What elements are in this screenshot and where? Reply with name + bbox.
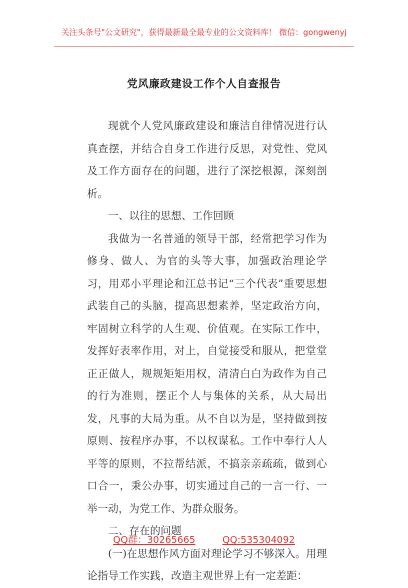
section-heading-problems: 二、存在的问题: [108, 525, 182, 537]
footer-contacts: [0, 532, 408, 546]
footer-qq-number: QQ:535304092: [222, 535, 295, 546]
paragraph-problem-1: (一)在思想作风方面对理论学习不够深入。用理论指导工作实践，改造主观世界上有一定差距：: [87, 547, 327, 582]
document-title: 党风廉政建设工作个人自查报告: [127, 78, 281, 90]
header-divider: [54, 46, 354, 47]
paragraph-intro: 现就个人党风廉政建设和廉洁自律情况进行认真查摆，并结合自身工作进行反思，对党性、党风及工作方面存在的问题，进行了深挖根源，深刻剖析。: [87, 120, 327, 200]
paragraph-review: 我做为一名普通的领导干部，经常把学习作为修身、做人、为官的头等大事，加强政治理论学习，用邓小平理论和江总书记“三个代表”重要思想武装自己的头脑，提高思想素养，坚定政治方向，牢固树立科学的人生观、价值观。在实际工作中，发挥好表率作用，对上，自觉接受和服从，把堂堂正正做人，规规矩矩用权，清清白白为政作为自己的行为准则，摆正个人与集体的关系，从大局出发，凡事的大局为重。从不自以为是，坚持做到按原则、按程序办事，不以权谋私。工作中奉行人人平等的原则，不拉帮结派，不搞亲亲疏疏，做到心口合一，秉公办事，切实通过自己的一言一行、一举一动，为党工作、为群众服务。: [87, 232, 327, 515]
document-body: [87, 115, 327, 588]
footer-qq-group: QQ群：30265665: [113, 535, 196, 546]
section-heading-review: 一、以往的思想、工作回顾: [108, 210, 234, 222]
header-notice: 关注头条号"公文研究"，获得最新最全最专业的公文资料库！ 微信：gongwenyj: [61, 28, 347, 37]
